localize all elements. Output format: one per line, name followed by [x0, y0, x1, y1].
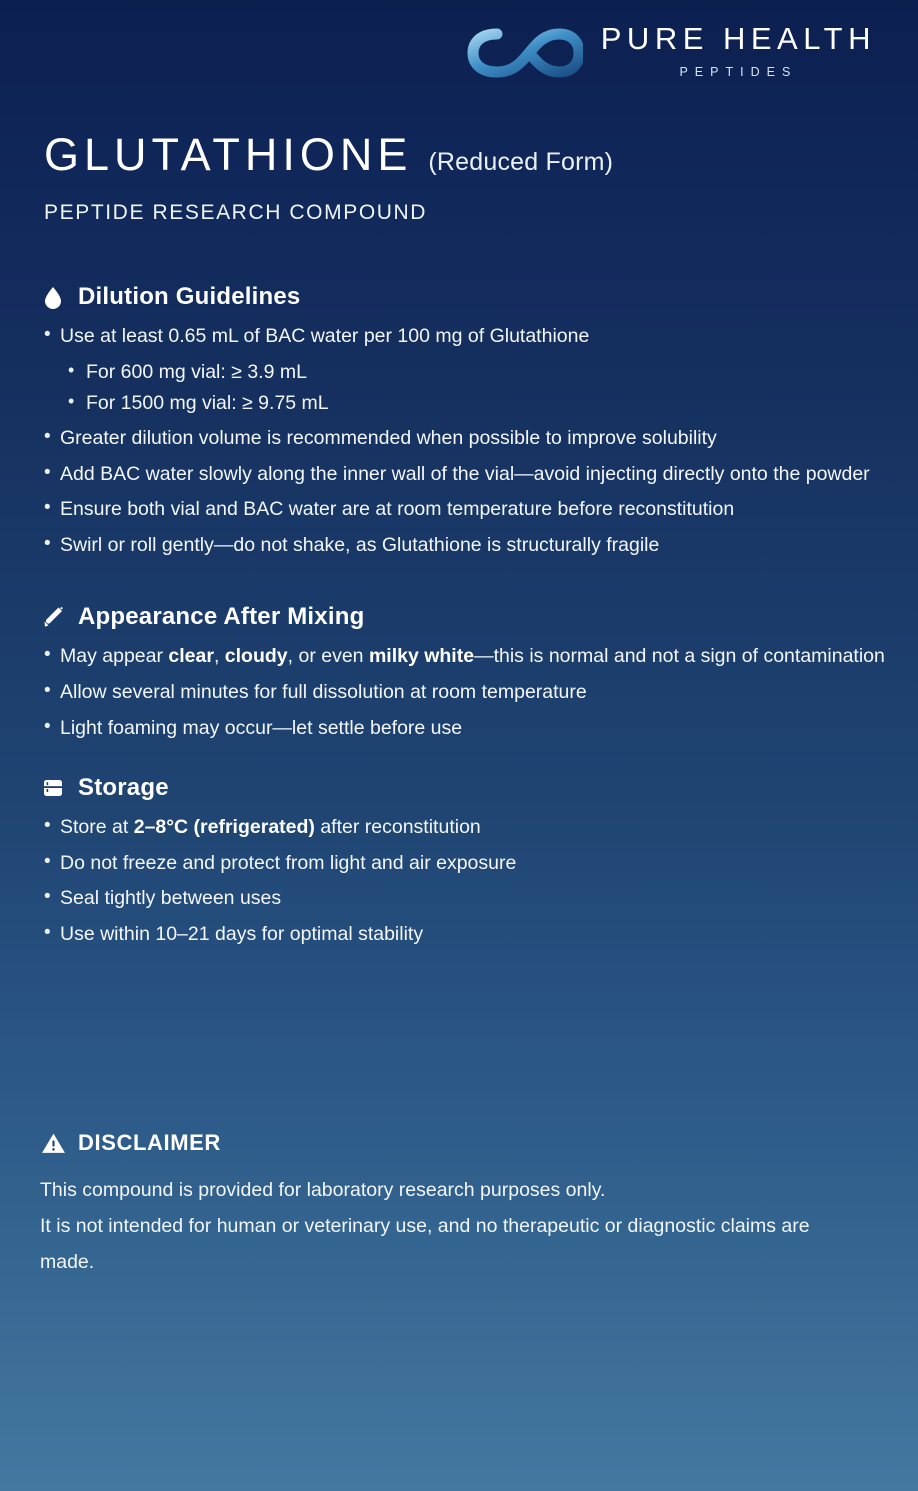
list-item: • Seal tightly between uses	[40, 883, 888, 915]
product-subtitle: PEPTIDE RESEARCH COMPOUND	[44, 201, 428, 224]
dilution-sublist	[40, 357, 888, 420]
list-item: • Do not freeze and protect from light and air exposure	[40, 848, 888, 880]
brand-header	[467, 22, 876, 84]
section-header	[40, 283, 888, 311]
product-form: (Reduced Form)	[428, 148, 614, 176]
list-item: • Allow several minutes for full dissolution at room temperature	[40, 677, 888, 709]
list-item: • Light foaming may occur—let settle before use	[40, 713, 888, 745]
section-header	[40, 603, 888, 631]
title-block	[44, 129, 884, 225]
dilution-list	[40, 321, 888, 561]
list-item: • May appear clear, cloudy, or even milky white—this is normal and not a sign of contamination	[40, 641, 888, 673]
section-header	[40, 774, 888, 802]
list-item: • Use within 10–21 days for optimal stability	[40, 919, 888, 951]
test-tube-icon	[40, 604, 66, 630]
list-item: • Ensure both vial and BAC water are at room temperature before reconstitution	[40, 494, 888, 526]
product-name: GLUTATHIONE	[44, 129, 413, 180]
appearance-list	[40, 641, 888, 744]
section-appearance	[40, 603, 888, 744]
section-title: Dilution Guidelines	[78, 283, 301, 310]
section-dilution	[40, 283, 888, 561]
water-drop-icon	[40, 284, 66, 310]
disclaimer-block	[40, 1130, 890, 1280]
section-storage	[40, 774, 888, 950]
brand-wordmark	[601, 23, 876, 83]
list-item: • Greater dilution volume is recommended when possible to improve solubility	[40, 423, 888, 455]
list-item: • Store at 2–8°C (refrigerated) after reconstitution	[40, 812, 888, 844]
fridge-icon	[40, 775, 66, 801]
disclaimer-line-2: It is not intended for human or veterinary use, and no therapeutic or diagnostic claims are made.	[40, 1215, 810, 1274]
sections-container	[40, 283, 888, 967]
disclaimer-header	[40, 1130, 890, 1156]
list-item: • Add BAC water slowly along the inner wall of the vial—avoid injecting directly onto the powder	[40, 459, 888, 491]
list-item: • For 1500 mg vial: ≥ 9.75 mL	[66, 388, 888, 419]
disclaimer-line-1: This compound is provided for laboratory research purposes only.	[40, 1179, 606, 1201]
list-item: • Use at least 0.65 mL of BAC water per 100 mg of Glutathione	[40, 321, 888, 353]
warning-triangle-icon	[40, 1130, 66, 1156]
list-item: • Swirl or roll gently—do not shake, as Glutathione is structurally fragile	[40, 530, 888, 562]
disclaimer-text	[40, 1172, 840, 1280]
section-title: Appearance After Mixing	[78, 603, 365, 631]
brand-name: PURE HEALTH	[600, 21, 876, 57]
disclaimer-title: DISCLAIMER	[78, 1130, 221, 1155]
infinity-logo-icon	[467, 22, 583, 84]
list-item: • For 600 mg vial: ≥ 3.9 mL	[66, 357, 888, 388]
product-title-row	[44, 129, 884, 180]
storage-list	[40, 812, 888, 950]
brand-subname: PEPTIDES	[679, 64, 798, 79]
section-title: Storage	[78, 774, 169, 802]
